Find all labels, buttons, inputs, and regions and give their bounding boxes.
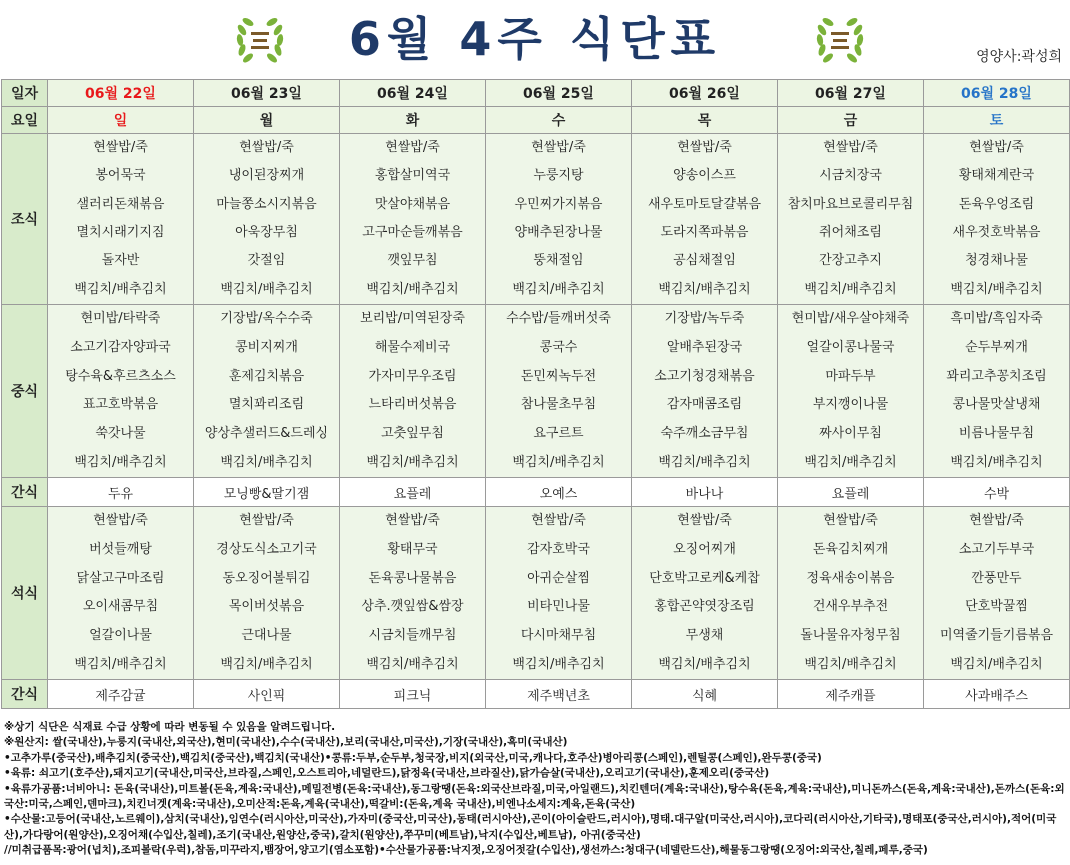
note-line: •육류가공품:너비아니: 돈육(국내산),미트볼(돈육,계육:국내산),메밀전병(돈육:국내산),동그랑땡(돈육:외국산브라질,미국,아일랜드),치킨텐더(계육:국내산),탕수육(돈육,계육:국내산),미니돈까스(돈육,계육:국내산),돈까스(돈육:외국산:미국,스페인,덴마크),치킨너겟(계육:국내산),오미산적:돈육,계육(국내산),떡갈비:(돈육,계육 국내산),비엔나소세지:계육,돈육(국산): [4, 782, 1065, 811]
menu-item: 멸치꽈리조림: [228, 397, 305, 413]
dinner-cell: [48, 507, 194, 680]
menu-item: 소고기감자양파국: [70, 339, 171, 355]
page-title: 6월 4주 식단표: [348, 12, 722, 66]
menu-item: 멸치시래기지짐: [76, 225, 165, 241]
menu-item: 누룽지탕: [533, 168, 584, 184]
lunch-cell: [194, 305, 340, 478]
menu-item: 마늘쫑소시지볶음: [216, 196, 317, 212]
menu-item: 현쌀밥/죽: [93, 140, 148, 156]
date-cell: 06월 28일: [924, 80, 1070, 107]
menu-item: 돌자반: [101, 253, 140, 269]
menu-item: 백김치/배추김치: [658, 454, 751, 470]
menu-item: 백김치/배추김치: [950, 656, 1043, 672]
menu-item: 백김치/배추김치: [366, 454, 459, 470]
menu-item: 버섯들깨탕: [89, 541, 152, 557]
menu-item: 정육새송이볶음: [806, 570, 895, 586]
menu-item: 백김치/배추김치: [74, 281, 167, 297]
dinner-cell: [778, 507, 924, 680]
menu-item: 얼갈이나물: [89, 627, 152, 643]
snack1-cell: 요플레: [778, 478, 924, 507]
menu-item: 비타민나물: [527, 599, 590, 615]
menu-item: 고구마순들깨볶음: [362, 225, 463, 241]
menu-item: 기장밥/녹두죽: [664, 311, 745, 327]
menu-item: 백김치/배추김치: [74, 454, 167, 470]
lunch-row: [2, 305, 1070, 478]
menu-item: 갓절임: [247, 253, 286, 269]
menu-item: 소고기두부국: [958, 541, 1035, 557]
menu-item: 건새우부추전: [812, 599, 889, 615]
note-line: •육류: 쇠고기(호주산),돼지고기(국내산,미국산,브라질,스페인,오스트리아,네덜란드),닭정육(국내산,브라질산),닭가슴살(국내산),오리고기(국내산),훈제오리(중국산): [4, 767, 770, 780]
menu-item: 단호박고로케&케찹: [649, 570, 760, 586]
dinner-label: 석식: [2, 507, 48, 680]
menu-item: 알배추된장국: [666, 339, 743, 355]
menu-item: 현쌀밥/죽: [531, 513, 586, 529]
menu-item: 청경채나물: [965, 253, 1028, 269]
menu-item: 공심채절임: [673, 253, 736, 269]
snack1-cell: 수박: [924, 478, 1070, 507]
snack1-cell: 오예스: [486, 478, 632, 507]
menu-item: 감자매콤조림: [666, 397, 743, 413]
menu-item: 홍합곤약엿장조림: [654, 599, 755, 615]
menu-item: 아욱장무침: [235, 225, 298, 241]
menu-item: 새우토마토달걀볶음: [647, 196, 762, 212]
menu-item: 현쌀밥/죽: [823, 513, 878, 529]
note-line: ※원산지: 쌀(국내산),누룽지(국내산,외국산),현미(국내산),수수(국내산),보리(국내산,미국산),기장(국내산),흑미(국내산): [4, 736, 568, 749]
menu-item: 냉이된장찌개: [228, 168, 305, 184]
menu-item: 돈민찌녹두전: [520, 368, 597, 384]
dinner-cell: [340, 507, 486, 680]
menu-item: 현쌀밥/죽: [239, 140, 294, 156]
menu-item: 해물수제비국: [374, 339, 451, 355]
weekday-row: [2, 107, 1070, 134]
menu-item: 탕수육&후르츠소스: [65, 368, 176, 384]
snack2-cell: 제주감귤: [48, 680, 194, 709]
date-cell: 06월 22일: [48, 80, 194, 107]
snack2-cell: 제주캐플: [778, 680, 924, 709]
menu-item: 맛살야채볶음: [374, 196, 451, 212]
menu-item: 시금치들깨무침: [368, 627, 457, 643]
date-cell: 06월 24일: [340, 80, 486, 107]
weekday-cell: 금: [778, 107, 924, 134]
menu-item: 꽈리고추꽁치조림: [946, 368, 1047, 384]
menu-item: 마파두부: [825, 368, 876, 384]
snack2-cell: 피크닉: [340, 680, 486, 709]
menu-item: 짜사이무침: [819, 425, 882, 441]
date-cell: 06월 26일: [632, 80, 778, 107]
menu-item: 돈육콩나물볶음: [368, 570, 457, 586]
menu-item: 백김치/배추김치: [220, 656, 313, 672]
menu-item: 돈육우엉조림: [958, 196, 1035, 212]
menu-item: 닭살고구마조림: [76, 570, 165, 586]
menu-item: 봉어묵국: [95, 168, 146, 184]
breakfast-cell: [778, 134, 924, 305]
menu-item: 현쌀밥/죽: [823, 140, 878, 156]
menu-item: 돌나물유자청무침: [800, 627, 901, 643]
notes: [4, 720, 1066, 859]
menu-item: 소고기청경채볶음: [654, 368, 755, 384]
menu-item: 현쌀밥/죽: [239, 513, 294, 529]
weekday-label: 요일: [2, 107, 48, 134]
menu-item: 무생채: [685, 627, 724, 643]
menu-item: 현쌀밥/죽: [93, 513, 148, 529]
menu-item: 깐풍만두: [971, 570, 1022, 586]
menu-item: 표고호박볶음: [82, 397, 159, 413]
menu-item: 다시마채무침: [520, 627, 597, 643]
menu-item: 보리밥/미역된장죽: [360, 311, 465, 327]
menu-item: 양배추된장나물: [514, 225, 603, 241]
lunch-cell: [632, 305, 778, 478]
menu-item: 현쌀밥/죽: [969, 140, 1024, 156]
menu-item: 수수밥/들깨버섯죽: [506, 311, 611, 327]
menu-item: 황태채계란국: [958, 168, 1035, 184]
menu-item: 현미밥/새우살야채죽: [791, 311, 910, 327]
menu-item: 백김치/배추김치: [950, 454, 1043, 470]
menu-item: 느타리버섯볶음: [368, 397, 457, 413]
date-cell: 06월 23일: [194, 80, 340, 107]
menu-item: 백김치/배추김치: [220, 454, 313, 470]
breakfast-cell: [48, 134, 194, 305]
lunch-cell: [924, 305, 1070, 478]
snack1-cell: 요플레: [340, 478, 486, 507]
menu-item: 쑥갓나물: [95, 425, 146, 441]
menu-item: 감자호박국: [527, 541, 590, 557]
menu-item: 흑미밥/흑임자죽: [950, 311, 1043, 327]
menu-item: 백김치/배추김치: [512, 454, 605, 470]
menu-item: 미역줄기들기름볶음: [939, 627, 1054, 643]
nutritionist-label: 영양사:곽성희: [976, 49, 1062, 65]
date-cell: 06월 27일: [778, 80, 924, 107]
note-line: ※상기 식단은 식재료 수급 상황에 따라 변동될 수 있음을 알려드립니다.: [4, 721, 336, 733]
menu-item: 백김치/배추김치: [220, 281, 313, 297]
menu-item: 깻잎무침: [387, 253, 438, 269]
snack2-cell: 사인픽: [194, 680, 340, 709]
breakfast-cell: [194, 134, 340, 305]
menu-item: 참나물초무침: [520, 397, 597, 413]
menu-item: 오이새콤무침: [82, 599, 159, 615]
menu-item: 샐러리돈채볶음: [76, 196, 165, 212]
menu-item: 부지깽이나물: [812, 397, 889, 413]
snack2-cell: 식혜: [632, 680, 778, 709]
menu-item: 백김치/배추김치: [366, 656, 459, 672]
menu-item: 콩국수: [539, 339, 578, 355]
menu-item: 백김치/배추김치: [804, 454, 897, 470]
menu-item: 양상추샐러드&드레싱: [204, 425, 329, 441]
menu-item: 양송이스프: [673, 168, 736, 184]
weekday-cell: 토: [924, 107, 1070, 134]
dinner-row: [2, 507, 1070, 680]
menu-item: 현쌀밥/죽: [385, 513, 440, 529]
snack1-label: 간식: [2, 478, 48, 507]
breakfast-cell: [340, 134, 486, 305]
menu-item: 고춧잎무침: [381, 425, 444, 441]
menu-item: 현쌀밥/죽: [677, 140, 732, 156]
menu-item: 현쌀밥/죽: [531, 140, 586, 156]
snack1-cell: 바나나: [632, 478, 778, 507]
weekday-cell: 수: [486, 107, 632, 134]
menu-item: 경상도식소고기국: [216, 541, 317, 557]
menu-item: 백김치/배추김치: [950, 281, 1043, 297]
menu-item: 순두부찌개: [965, 339, 1028, 355]
menu-item: 요구르트: [533, 425, 584, 441]
menu-item: 단호박꿀찜: [965, 599, 1028, 615]
menu-item: 아귀순살찜: [527, 570, 590, 586]
menu-item: 동오징어볼튀김: [222, 570, 311, 586]
snack2-cell: 제주백년초: [486, 680, 632, 709]
date-cell: 06월 25일: [486, 80, 632, 107]
date-row: [2, 80, 1070, 107]
menu-item: 시금치장국: [819, 168, 882, 184]
lunch-cell: [778, 305, 924, 478]
menu-item: 새우젓호박볶음: [952, 225, 1041, 241]
lunch-label: 중식: [2, 305, 48, 478]
snack1-row: [2, 478, 1070, 507]
lunch-cell: [340, 305, 486, 478]
note-line: //미취급품목:광어(넙치),조피볼락(우럭),참돔,미꾸라지,뱀장어,양고기(염소포함)•수산물가공품:낙지젓,오징어젓갈(수입산),생선까스:청대구(네델란드산),해물동그랑땡(오징어:외국산,칠레,페루,중국): [4, 844, 928, 857]
weekday-cell: 월: [194, 107, 340, 134]
menu-item: 황태무국: [387, 541, 438, 557]
menu-item: 현쌀밥/죽: [677, 513, 732, 529]
menu-item: 도라지쪽파볶음: [660, 225, 749, 241]
menu-item: 백김치/배추김치: [74, 656, 167, 672]
menu-item: 비름나물무침: [958, 425, 1035, 441]
menu-item: 현쌀밥/죽: [385, 140, 440, 156]
dinner-cell: [194, 507, 340, 680]
menu-item: 오징어찌개: [673, 541, 736, 557]
menu-item: 간장고추지: [819, 253, 882, 269]
menu-item: 백김치/배추김치: [804, 281, 897, 297]
menu-item: 참치마요브로콜리무침: [787, 196, 914, 212]
menu-item: 백김치/배추김치: [658, 281, 751, 297]
weekday-cell: 일: [48, 107, 194, 134]
breakfast-row: [2, 134, 1070, 305]
note-line: •수산물:고등어(국내산,노르웨이),삼치(국내산),임연수(러시아산,미국산),가자미(중국산,미국산),동태(러시아산),곤이(아이슬란드,러시아),명태.대구알(미국산,러시아),코다리(러시아산,기타국),명태포(중국산,러시아),적어(미국산),가다랑어(원양산),오징어채(수입산,칠레),조기(국내산,원양산,중국),갈치(원양산),쭈꾸미(베트남),낙지(수입산,베트남), 아귀(중국산): [4, 813, 1057, 841]
breakfast-cell: [632, 134, 778, 305]
menu-item: 백김치/배추김치: [366, 281, 459, 297]
dinner-cell: [632, 507, 778, 680]
menu-item: 목이버섯볶음: [228, 599, 305, 615]
menu-item: 백김치/배추김치: [512, 281, 605, 297]
menu-item: 백김치/배추김치: [658, 656, 751, 672]
menu-item: 근대나물: [241, 627, 292, 643]
dinner-cell: [486, 507, 632, 680]
dinner-cell: [924, 507, 1070, 680]
menu-item: 콩비지찌개: [235, 339, 298, 355]
menu-item: 콩나물맛살냉채: [952, 397, 1041, 413]
breakfast-cell: [924, 134, 1070, 305]
menu-item: 뚱채절임: [533, 253, 584, 269]
menu-item: 우민찌가지볶음: [514, 196, 603, 212]
date-label: 일자: [2, 80, 48, 107]
menu-item: 상추.깻잎쌈&쌈장: [361, 599, 464, 615]
menu-item: 숙주깨소금무침: [660, 425, 749, 441]
breakfast-label: 조식: [2, 134, 48, 305]
snack2-cell: 사과배주스: [924, 680, 1070, 709]
lunch-cell: [486, 305, 632, 478]
menu-item: 쥐어채조림: [819, 225, 882, 241]
menu-item: 현쌀밥/죽: [969, 513, 1024, 529]
menu-item: 기장밥/옥수수죽: [220, 311, 313, 327]
menu-item: 얼갈이콩나물국: [806, 339, 895, 355]
snack2-row: [2, 680, 1070, 709]
menu-table: [1, 79, 1070, 709]
menu-item: 돈육김치찌개: [812, 541, 889, 557]
snack1-cell: 두유: [48, 478, 194, 507]
weekday-cell: 목: [632, 107, 778, 134]
lunch-cell: [48, 305, 194, 478]
snack1-cell: 모닝빵&딸기잼: [194, 478, 340, 507]
breakfast-cell: [486, 134, 632, 305]
menu-item: 현미밥/타락죽: [80, 311, 161, 327]
menu-item: 백김치/배추김치: [804, 656, 897, 672]
menu-item: 가자미무우조림: [368, 368, 457, 384]
menu-item: 백김치/배추김치: [512, 656, 605, 672]
weekday-cell: 화: [340, 107, 486, 134]
menu-item: 훈제김치볶음: [228, 368, 305, 384]
menu-item: 홍합살미역국: [374, 168, 451, 184]
note-line: •고추가루(중국산),배추김치(중국산),백김치(중국산),백김치(국내산)•콩류:두부,순두부,청국장,비지(외국산,미국,캐나다,호주산)병아리콩(스페인),렌틸콩(스페인),완두콩(중국): [4, 751, 822, 764]
snack2-label: 간식: [2, 680, 48, 709]
